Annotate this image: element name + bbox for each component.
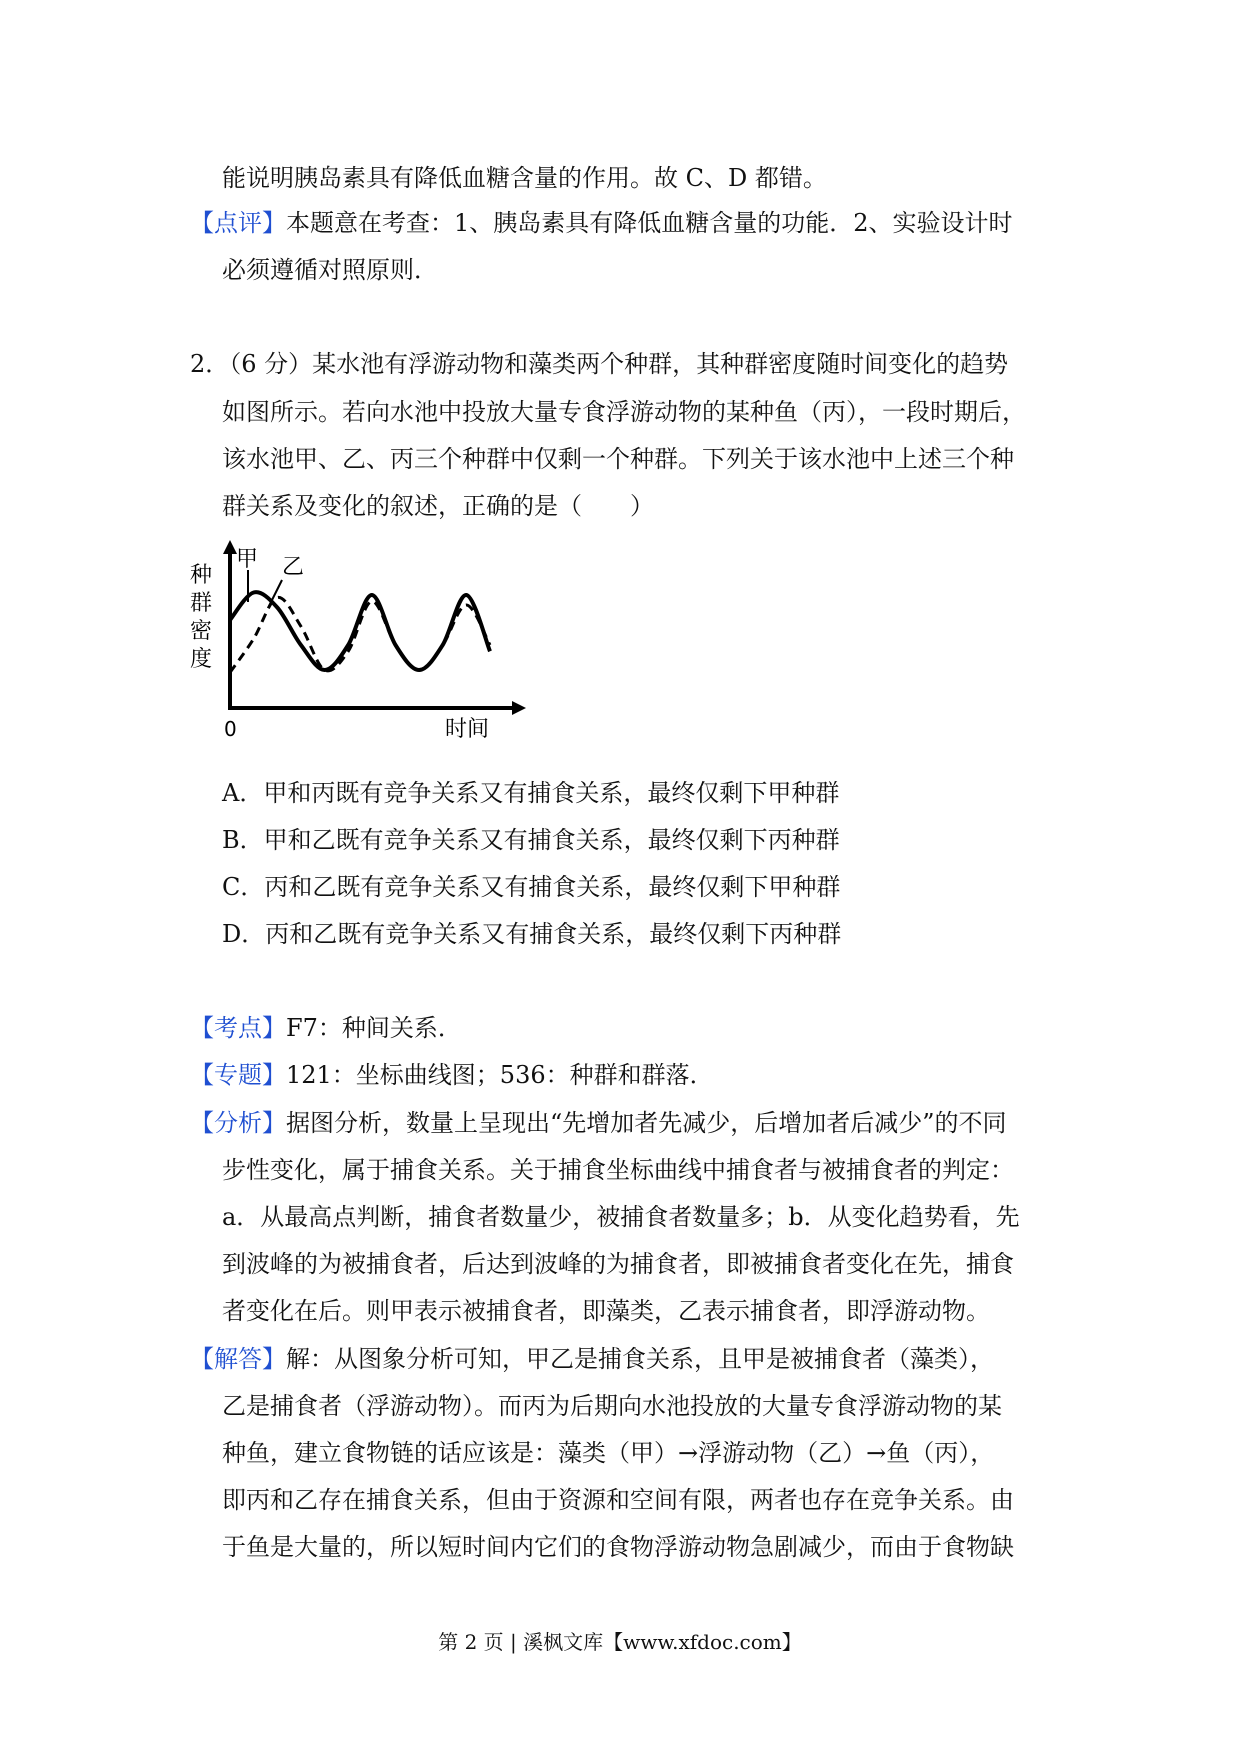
- jieda-line-3: 种鱼，建立食物链的话应该是：藻类（甲）→浮游动物（乙）→鱼（丙），: [222, 1439, 995, 1467]
- jieda-tag: 【解答】: [190, 1345, 286, 1373]
- question-line-4: 群关系及变化的叙述，正确的是（ ）: [222, 492, 654, 520]
- y-axis-label-char: 种: [190, 563, 213, 588]
- fenxi-line-4: 到波峰的为被捕食者，后达到波峰的为捕食者，即被捕食者变化在先，捕食: [222, 1250, 1014, 1278]
- question-line-3: 该水池甲、乙、丙三个种群中仅剩一个种群。下列关于该水池中上述三个种: [222, 445, 1014, 473]
- y-axis-label-char: 度: [190, 647, 213, 672]
- question-line-2: 如图所示。若向水池中投放大量专食浮游动物的某种鱼（丙），一段时期后，: [222, 398, 1026, 426]
- option-b: B．甲和乙既有竞争关系又有捕食关系，最终仅剩下丙种群: [222, 826, 840, 854]
- fenxi-line-5: 者变化在后。则甲表示被捕食者，即藻类，乙表示捕食者，即浮游动物。: [222, 1297, 990, 1325]
- question-number: 2．: [190, 350, 230, 378]
- zhuanti-tag: 【专题】: [190, 1061, 286, 1089]
- y-axis-label: [190, 563, 212, 672]
- question-line-1: [190, 348, 1008, 380]
- series-label-yi: 乙: [282, 555, 305, 580]
- y-axis-arrow: [223, 540, 237, 554]
- fenxi-line-3: a．从最高点判断，捕食者数量少，被捕食者数量多；b．从变化趋势看，先: [222, 1203, 1020, 1231]
- y-axis-label-char: 密: [190, 619, 213, 644]
- jieda-text-1: 解：从图象分析可知，甲乙是捕食关系，且甲是被捕食者（藻类），: [286, 1345, 994, 1373]
- kaodian-tag: 【考点】: [190, 1014, 286, 1042]
- origin-label: 0: [224, 717, 237, 741]
- kaodian-line: [190, 1012, 462, 1044]
- fenxi-line-1: [190, 1107, 1007, 1139]
- review-tag: 【点评】: [190, 209, 286, 237]
- review-text-1: 本题意在考查：1、胰岛素具有降低血糖含量的功能．2、实验设计时: [286, 209, 1013, 237]
- fenxi-text-1: 据图分析，数量上呈现出“先增加者先减少，后增加者后减少”的不同: [286, 1109, 1007, 1137]
- question-text-1: （6 分）某水池有浮游动物和藻类两个种群，其种群密度随时间变化的趋势: [229, 350, 1009, 378]
- x-axis-arrow: [512, 701, 526, 715]
- review-line-1: [190, 207, 1013, 239]
- zhuanti-text: 121：坐标曲线图；536：种群和群落．: [286, 1061, 714, 1089]
- jieda-line-1: [190, 1343, 994, 1375]
- population-density-chart: [190, 540, 530, 750]
- fenxi-line-2: 步性变化，属于捕食关系。关于捕食坐标曲线中捕食者与被捕食者的判定：: [222, 1156, 1014, 1184]
- continuation-line: 能说明胰岛素具有降低血糖含量的作用。故 C、D 都错。: [222, 164, 827, 192]
- jieda-line-5: 于鱼是大量的，所以短时间内它们的食物浮游动物急剧减少，而由于食物缺: [222, 1533, 1014, 1561]
- zhuanti-line: [190, 1059, 714, 1091]
- series-label-jia: 甲: [236, 547, 259, 572]
- option-a: A．甲和丙既有竞争关系又有捕食关系，最终仅剩下甲种群: [222, 779, 840, 807]
- page-footer: 第 2 页 | 溪枫文库【www.xfdoc.com】: [438, 1630, 802, 1654]
- y-axis-label-char: 群: [190, 591, 213, 616]
- series-line-yi: [230, 597, 490, 672]
- fenxi-tag: 【分析】: [190, 1109, 286, 1137]
- option-c: C．丙和乙既有竞争关系又有捕食关系，最终仅剩下甲种群: [222, 873, 841, 901]
- jieda-line-4: 即丙和乙存在捕食关系，但由于资源和空间有限，两者也存在竞争关系。由: [222, 1486, 1014, 1514]
- review-line-2: 必须遵循对照原则．: [222, 256, 438, 284]
- kaodian-text: F7：种间关系．: [286, 1014, 462, 1042]
- jieda-line-2: 乙是捕食者（浮游动物）。而丙为后期向水池投放的大量专食浮游动物的某: [222, 1392, 1002, 1420]
- x-axis-label: 时间: [445, 717, 490, 742]
- option-d: D．丙和乙既有竞争关系又有捕食关系，最终仅剩下丙种群: [222, 920, 842, 948]
